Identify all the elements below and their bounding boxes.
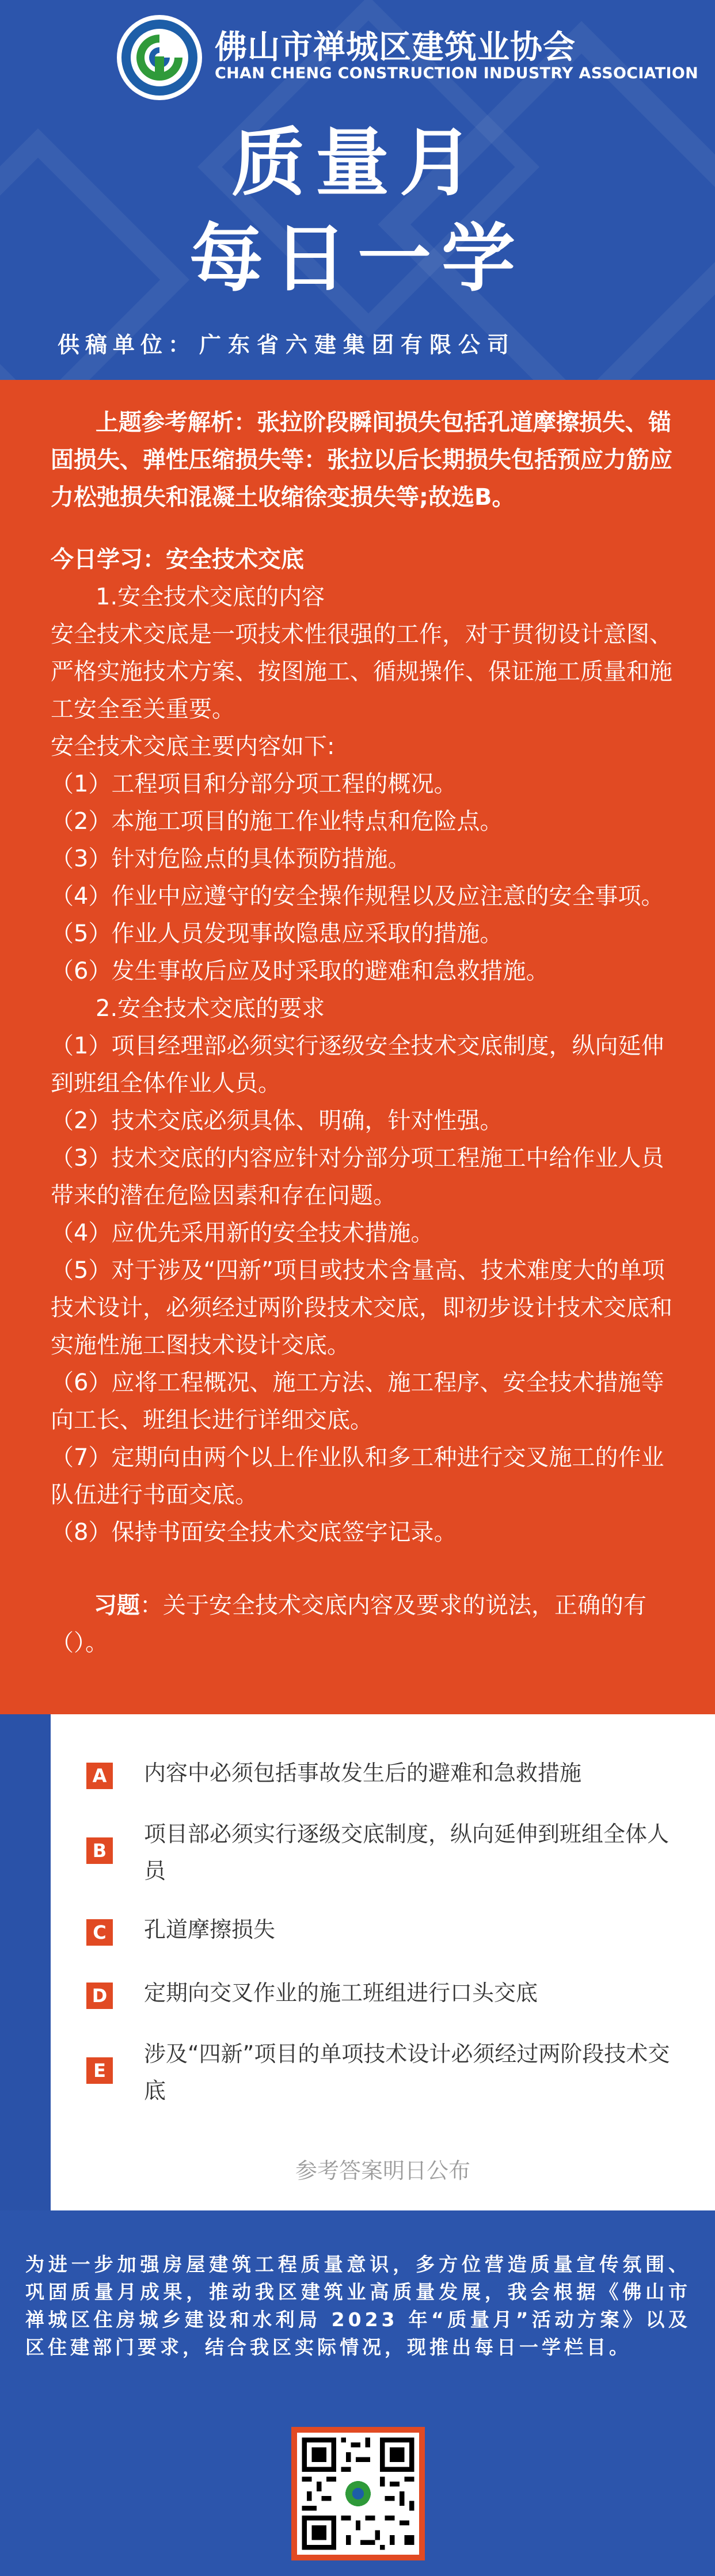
option-letter-badge: C (86, 1919, 113, 1946)
list-item: （2）技术交底必须具体、明确，针对性强。 (51, 1108, 503, 1134)
today-heading: 今日学习：安全技术交底 (51, 546, 304, 573)
supplier-value: 广东省六建集团有限公司 (199, 332, 516, 357)
answer-note: 参考答案明日公布 (295, 2158, 470, 2183)
option-text: 项目部必须实行逐级交底制度，纵向延伸到班组全体人员 (144, 1821, 670, 1884)
footer (0, 2210, 715, 2576)
option-letter-badge: B (86, 1837, 113, 1864)
list-item: （6）应将工程概况、施工方法、施工程序、安全技术措施等向工长、班组长进行详细交底。 (51, 1369, 664, 1433)
previous-answer: 上题参考解析：张拉阶段瞬间损失包括孔道摩擦损失、锚固损失、弹性压缩损失等：张拉以后长期损失包括预应力筋应力松弛损失和混凝土收缩徐变损失等;故选B。 (51, 409, 672, 511)
organization-name-en: CHAN CHENG CONSTRUCTION INDUSTRY ASSOCIATION (215, 64, 698, 82)
article-section (0, 380, 715, 1714)
qr-code-icon (291, 2427, 425, 2560)
option-letter-badge: D (86, 1983, 113, 2009)
association-logo-icon (117, 15, 202, 100)
list-item: （1）工程项目和分部分项工程的概况。 (51, 771, 457, 797)
list-item: （3）针对危险点的具体预防措施。 (51, 846, 411, 872)
option-text: 定期向交叉作业的施工班组进行口头交底 (144, 1980, 538, 2006)
footer-intro: 为进一步加强房屋建筑工程质量意识，多方位营造质量宣传氛围、巩固质量月成果，推动我区建筑业高质量发展，我会根据《佛山市禅城区住房城乡建设和水利局 2023 年“质量月”活动方案》以及区住建部门要求，结合我区实际情况，现推出每日一学栏目。 (25, 2253, 691, 2358)
list-item: （4）应优先采用新的安全技术措施。 (51, 1220, 434, 1246)
organization-name-cn: 佛山市禅城区建筑业协会 (215, 29, 576, 66)
page-subtitle: 每日一学 (189, 216, 526, 302)
exercise-question (51, 1587, 684, 1662)
option-text: 孔道摩擦损失 (144, 1917, 276, 1942)
list-item: （3）技术交底的内容应针对分部分项工程施工中给作业人员带来的潜在危险因素和存在问题。 (51, 1145, 664, 1209)
option-text: 内容中必须包括事故发生后的避难和急救措施 (144, 1760, 582, 1786)
article-body (51, 404, 684, 1662)
paragraph: 安全技术交底是一项技术性很强的工作，对于贯彻设计意图、严格实施技术方案、按图施工、循规操作、保证施工质量和施工安全至关重要。 (51, 621, 672, 722)
header-banner (0, 0, 715, 380)
exercise-label: 习题 (94, 1592, 140, 1619)
list-item: （1）项目经理部必须实行逐级安全技术交底制度，纵向延伸到班组全体作业人员。 (51, 1033, 664, 1097)
paragraph: 安全技术交底主要内容如下: (51, 733, 335, 760)
section-title: 2.安全技术交底的要求 (96, 995, 325, 1022)
list-item: （2）本施工项目的施工作业特点和危险点。 (51, 808, 503, 835)
section-title: 1.安全技术交底的内容 (96, 584, 325, 610)
supplier-label: 供稿单位： (58, 332, 196, 357)
supplier-line (58, 327, 516, 359)
list-item: （8）保持书面安全技术交底签字记录。 (51, 1519, 457, 1546)
option-letter-badge: E (86, 2057, 113, 2084)
list-item: （5）作业人员发现事故隐患应采取的措施。 (51, 920, 503, 947)
option-letter-badge: A (86, 1763, 113, 1789)
options-panel (51, 1714, 715, 2210)
option-text: 涉及“四新”项目的单项技术设计必须经过两阶段技术交底 (144, 2041, 670, 2103)
list-item: （6）发生事故后应及时采取的避难和急救措施。 (51, 958, 549, 984)
list-item: （7）定期向由两个以上作业队和多工种进行交叉施工的作业队伍进行书面交底。 (51, 1444, 664, 1508)
list-item: （5）对于涉及“四新”项目或技术含量高、技术难度大的单项技术设计，必须经过两阶段技术交底，即初步设计技术交底和实施性施工图技术设计交底。 (51, 1257, 672, 1359)
exercise-text: ：关于安全技术交底内容及要求的说法，正确的有（）。 (51, 1592, 646, 1656)
list-item: （4）作业中应遵守的安全操作规程以及应注意的安全事项。 (51, 883, 664, 910)
page-title: 质量月 (231, 120, 484, 206)
